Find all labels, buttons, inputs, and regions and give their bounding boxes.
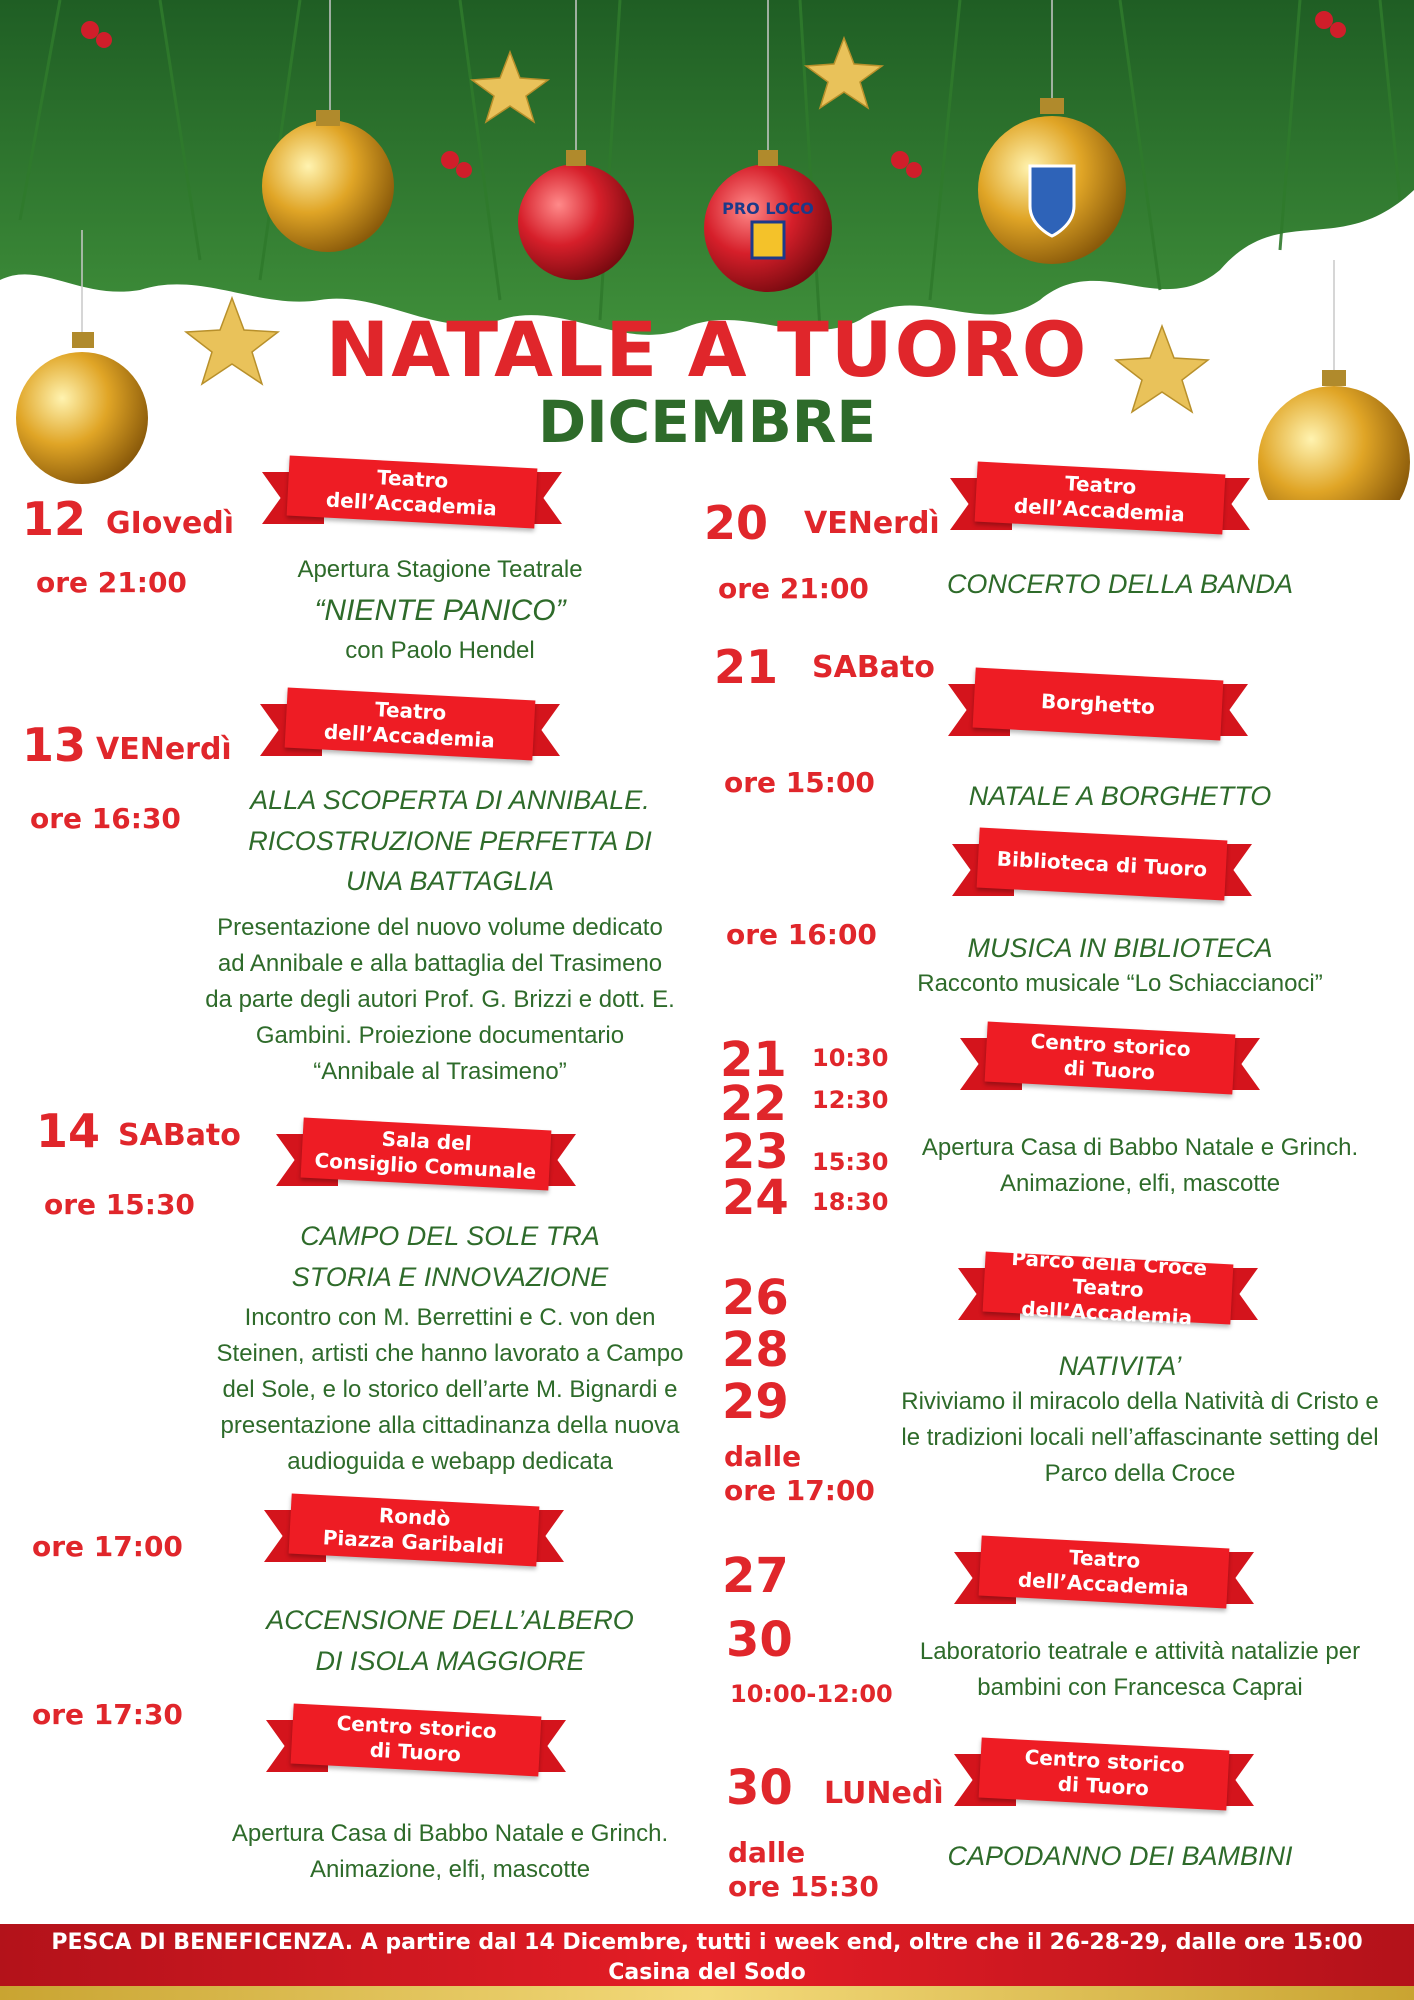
weekday-21: SABato <box>812 650 935 685</box>
venue-ribbon-2730 <box>954 1534 1254 1614</box>
venue-label-30: Centro storico di Tuoro <box>1024 1744 1186 1801</box>
page-subtitle: DICEMBRE <box>537 388 877 456</box>
venue-ribbon-14 <box>276 1116 576 1196</box>
date-30-b: 30 <box>726 1760 793 1816</box>
venue-ribbon-1730 <box>266 1702 566 1782</box>
date-21-b: 21 <box>720 1032 787 1088</box>
weekday-12: GIovedì <box>106 506 235 541</box>
event-title-12: “NIENTE PANICO” <box>314 594 566 627</box>
dalle-30: dalle <box>728 1836 806 1869</box>
time-1700: ore 17:00 <box>32 1530 183 1563</box>
event-detail-12: con Paolo Hendel <box>345 637 535 664</box>
date-28: 28 <box>722 1322 789 1378</box>
event-title-13: ALLA SCOPERTA DI ANNIBALE. RICOSTRUZIONE PERFETTA DI UNA BATTAGLIA <box>248 785 652 896</box>
weekday-20: VENerdì <box>804 506 940 541</box>
venue-ribbon-1600 <box>952 826 1252 906</box>
footer-line-1: PESCA DI BENEFICENZA. A partire dal 14 Dicembre, tutti i week end, oltre che il 26-28-29, dalle ore 15:00 <box>51 1930 1363 1955</box>
weekday-14: SABato <box>118 1118 241 1153</box>
venue-ribbon-12 <box>262 454 562 534</box>
time-1000-1200: 10:00-12:00 <box>730 1680 893 1708</box>
weekday-30: LUNedì <box>824 1776 944 1811</box>
date-24: 24 <box>722 1170 789 1226</box>
venue-label-2124: Centro storico di Tuoro <box>1030 1028 1192 1085</box>
event-desc-13: Presentazione del nuovo volume dedicato ad Annibale e alla battaglia del Trasimeno da parte degli autori Prof. G. Brizzi e dott. E. Gambini. Proiezione documentario “Annibale al Trasimeno” <box>205 914 675 1085</box>
event-title-20: CONCERTO DELLA BANDA <box>946 569 1294 599</box>
date-30-a: 30 <box>726 1612 793 1668</box>
date-27: 27 <box>722 1548 789 1604</box>
time-1230: 12:30 <box>812 1086 889 1114</box>
event-title-262829: NATIVITA’ <box>1058 1351 1182 1381</box>
venue-ribbon-30 <box>954 1736 1254 1816</box>
date-13: 13 <box>22 718 87 772</box>
event-title-14: CAMPO DEL SOLE TRA STORIA E INNOVAZIONE <box>291 1221 609 1292</box>
time-1830: 18:30 <box>812 1188 889 1216</box>
pro-loco-ornament-text: PRO LOCO <box>722 199 814 218</box>
time-14: ore 15:30 <box>44 1188 195 1221</box>
venue-ribbon-20 <box>950 460 1250 540</box>
time-1500: ore 15:00 <box>724 766 875 799</box>
weekday-13: VENerdì <box>96 732 232 767</box>
time-1030: 10:30 <box>812 1044 889 1072</box>
time-20: ore 21:00 <box>718 572 869 605</box>
event-desc-262829: Riviviamo il miracolo della Natività di Cristo e le tradizioni locali nell’affascinante setting del Parco della Croce <box>901 1388 1379 1487</box>
venue-ribbon-2124 <box>960 1020 1260 1100</box>
date-22: 22 <box>720 1076 787 1132</box>
event-title-1500: NATALE A BORGHETTO <box>968 781 1272 811</box>
venue-label-2730: Teatro dell’Accademia <box>1017 1545 1190 1601</box>
event-title-1700: ACCENSIONE DELL’ALBERO DI ISOLA MAGGIORE <box>266 1605 634 1676</box>
time-12: ore 21:00 <box>36 566 187 599</box>
date-29: 29 <box>722 1374 789 1430</box>
venue-ribbon-13 <box>260 686 560 766</box>
venue-label-1500: Borghetto <box>1040 688 1156 719</box>
date-20: 20 <box>704 496 769 550</box>
event-desc-1600: Racconto musicale “Lo Schiaccianoci” <box>917 970 1323 997</box>
date-26: 26 <box>722 1270 789 1326</box>
time-30: ore 15:30 <box>728 1870 879 1903</box>
event-title-30: CAPODANNO DEI BAMBINI <box>947 1841 1293 1871</box>
event-desc-2730: Laboratorio teatrale e attività natalizie per bambini con Francesca Caprai <box>919 1638 1361 1701</box>
venue-label-1700: Rondò Piazza Garibaldi <box>322 1503 505 1559</box>
date-23: 23 <box>722 1124 789 1180</box>
venue-label-1600: Biblioteca di Tuoro <box>996 846 1208 881</box>
footer-banner <box>0 1924 1414 1986</box>
time-13: ore 16:30 <box>30 802 181 835</box>
venue-label-262829: Parco della Croce Teatro dell’Accademia <box>1010 1245 1208 1329</box>
footer-gold-bar <box>0 1986 1414 2000</box>
venue-label-13: Teatro dell’Accademia <box>323 697 496 753</box>
dalle-262829: dalle <box>724 1440 802 1473</box>
event-title-1600: MUSICA IN BIBLIOTECA <box>967 933 1273 963</box>
time-1600: ore 16:00 <box>726 918 877 951</box>
event-intro-12: Apertura Stagione Teatrale <box>297 556 583 583</box>
venue-label-1730: Centro storico di Tuoro <box>336 1710 498 1767</box>
event-desc-14: Incontro con M. Berrettini e C. von den Steinen, artisti che hanno lavorato a Campo del Sole, e lo storico dell’arte M. Bignardi e presentazione alla cittadinanza della nuova audioguida e webapp dedicata <box>216 1304 684 1475</box>
date-12: 12 <box>22 492 87 546</box>
venue-label-20: Teatro dell’Accademia <box>1013 471 1186 527</box>
venue-label-14: Sala del Consiglio Comunale <box>313 1126 537 1184</box>
date-21: 21 <box>714 640 779 694</box>
date-14: 14 <box>36 1104 101 1158</box>
footer-line-2: Casina del Sodo <box>608 1959 806 1985</box>
venue-ribbon-1500 <box>948 666 1248 746</box>
page-title: NATALE A TUORO <box>325 305 1089 394</box>
time-1730: ore 17:30 <box>32 1698 183 1731</box>
venue-label-12: Teatro dell’Accademia <box>325 465 498 521</box>
time-1530: 15:30 <box>812 1148 889 1176</box>
event-desc-1730: Apertura Casa di Babbo Natale e Grinch. Animazione, elfi, mascotte <box>231 1820 669 1883</box>
venue-ribbon-1700 <box>264 1492 564 1572</box>
venue-ribbon-262829 <box>958 1245 1258 1330</box>
event-desc-2124: Apertura Casa di Babbo Natale e Grinch. Animazione, elfi, mascotte <box>921 1134 1359 1197</box>
time-262829: ore 17:00 <box>724 1474 875 1507</box>
